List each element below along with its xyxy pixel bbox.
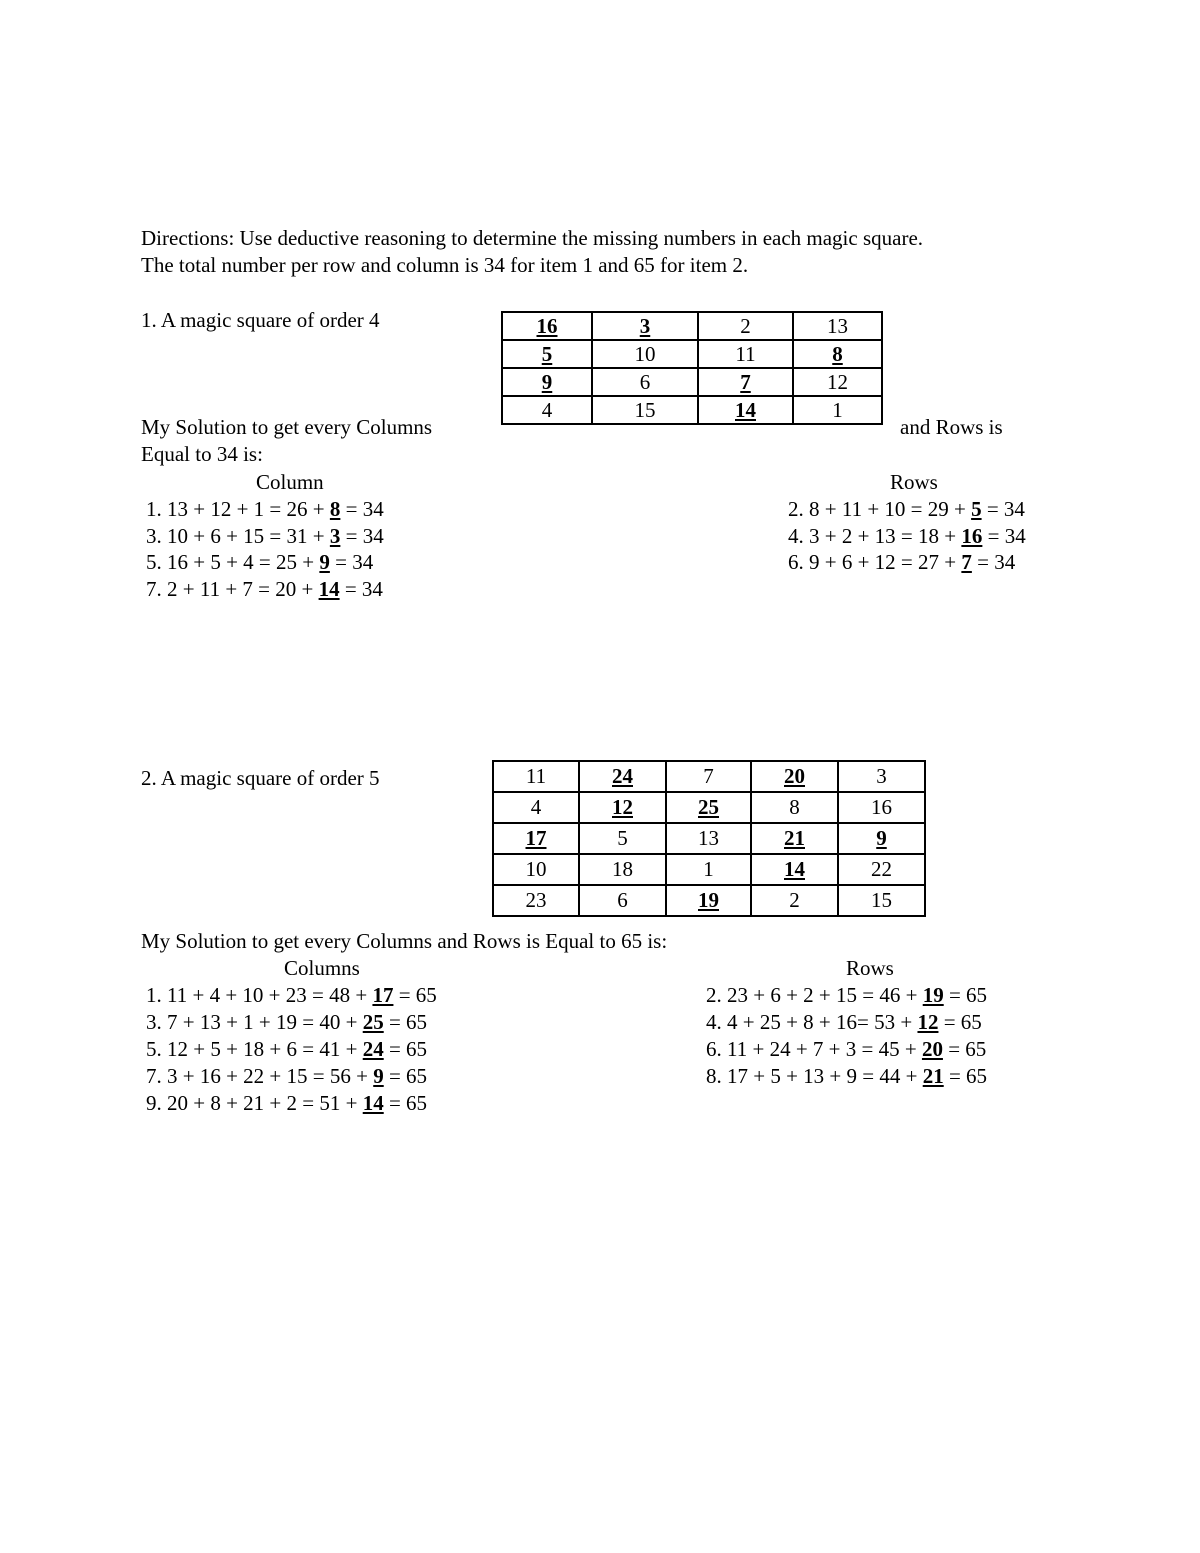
- equation-text: 5. 12 + 5 + 18 + 6 = 41 +: [146, 1037, 363, 1061]
- grid-row: [502, 340, 882, 368]
- grid-cell: 15: [838, 885, 925, 916]
- grid-cell-answer: 20: [751, 761, 838, 792]
- equation-line: [706, 1066, 987, 1087]
- equation-text: 4. 4 + 25 + 8 + 16= 53 +: [706, 1010, 918, 1034]
- grid-cell-answer: 8: [793, 340, 882, 368]
- equation-total: = 34: [971, 550, 1016, 575]
- item1-solution-intro-line2: Equal to 34 is:: [141, 442, 263, 466]
- equation-text: 8. 17 + 5 + 13 + 9 = 44 +: [706, 1064, 923, 1088]
- grid-cell: 6: [579, 885, 666, 916]
- grid-cell: 2: [751, 885, 838, 916]
- grid-cell: 15: [592, 396, 698, 424]
- equation-text: 2. 8 + 11 + 10 = 29 +: [788, 497, 972, 521]
- equation-answer: 24: [362, 1037, 384, 1061]
- item2-title: 2. A magic square of order 5: [141, 766, 380, 790]
- equation-line: [146, 499, 384, 520]
- grid-cell: 7: [666, 761, 751, 792]
- grid-cell-answer: 24: [579, 761, 666, 792]
- equation-total: = 65: [383, 1010, 428, 1034]
- grid-cell: 13: [793, 312, 882, 340]
- item2-solution-intro: My Solution to get every Columns and Rows is Equal to 65 is:: [141, 929, 668, 953]
- item2-column-header: Columns: [284, 956, 360, 980]
- grid-cell: 18: [579, 854, 666, 885]
- equation-text: 6. 9 + 6 + 12 = 27 +: [788, 550, 962, 575]
- grid-cell: 3: [838, 761, 925, 792]
- equation-line: [146, 552, 373, 573]
- equation-answer: 25: [362, 1010, 384, 1034]
- magic-square-order-5: [492, 760, 926, 917]
- equation-line: [788, 552, 1015, 573]
- grid-cell-answer: 5: [502, 340, 592, 368]
- equation-total: = 34: [339, 577, 383, 602]
- equation-text: 1. 11 + 4 + 10 + 23 = 48 +: [146, 983, 373, 1007]
- equation-total: = 65: [383, 1091, 428, 1115]
- equation-answer: 19: [922, 983, 944, 1007]
- grid-row: [502, 312, 882, 340]
- equation-answer: 14: [362, 1091, 384, 1115]
- grid-cell: 13: [666, 823, 751, 854]
- equation-line: [706, 1012, 982, 1033]
- equation-line: [706, 1039, 986, 1060]
- grid-cell: 22: [838, 854, 925, 885]
- grid-cell: 12: [793, 368, 882, 396]
- equation-text: 2. 23 + 6 + 2 + 15 = 46 +: [706, 983, 923, 1007]
- equation-text: 7. 2 + 11 + 7 = 20 +: [146, 577, 319, 602]
- equation-total: = 65: [383, 1037, 428, 1061]
- grid-cell-answer: 17: [493, 823, 579, 854]
- grid-cell-answer: 9: [502, 368, 592, 396]
- equation-line: [146, 1039, 427, 1060]
- grid-cell-answer: 21: [751, 823, 838, 854]
- equation-answer: 7: [961, 550, 972, 575]
- grid-cell: 1: [666, 854, 751, 885]
- grid-cell: 4: [493, 792, 579, 823]
- equation-line: [146, 1066, 427, 1087]
- grid-cell: 23: [493, 885, 579, 916]
- grid-cell: 6: [592, 368, 698, 396]
- equation-line: [146, 1012, 427, 1033]
- magic-square-order-4: [501, 311, 883, 425]
- equation-answer: 9: [319, 550, 330, 575]
- equation-answer: 17: [372, 983, 394, 1007]
- equation-text: 7. 3 + 16 + 22 + 15 = 56 +: [146, 1064, 374, 1088]
- item1-title: 1. A magic square of order 4: [141, 308, 380, 332]
- equation-total: = 34: [982, 523, 1026, 548]
- grid-cell: 10: [493, 854, 579, 885]
- equation-text: 6. 11 + 24 + 7 + 3 = 45 +: [706, 1037, 922, 1061]
- grid-row: [493, 885, 925, 916]
- item2-rows-header: Rows: [846, 956, 894, 980]
- equation-text: 4. 3 + 2 + 13 = 18 +: [788, 523, 962, 548]
- equation-total: = 65: [943, 983, 988, 1007]
- grid-cell-answer: 14: [751, 854, 838, 885]
- grid-row: [493, 761, 925, 792]
- equation-text: 1. 13 + 12 + 1 = 26 +: [146, 497, 330, 521]
- equation-answer: 14: [318, 577, 340, 602]
- directions-line-1: Directions: Use deductive reasoning to determine the missing numbers in each magic square.: [141, 226, 924, 250]
- grid-cell: 11: [698, 340, 793, 368]
- directions-line-2: The total number per row and column is 34 for item 1 and 65 for item 2.: [141, 253, 749, 277]
- equation-line: [788, 499, 1025, 520]
- equation-answer: 12: [917, 1010, 939, 1034]
- equation-total: = 65: [942, 1037, 987, 1061]
- grid-cell-answer: 19: [666, 885, 751, 916]
- equation-text: 9. 20 + 8 + 21 + 2 = 51 +: [146, 1091, 363, 1115]
- equation-total: = 65: [383, 1064, 428, 1088]
- grid-row: [502, 396, 882, 424]
- equation-total: = 34: [340, 497, 384, 521]
- grid-cell: 16: [838, 792, 925, 823]
- grid-cell-answer: 9: [838, 823, 925, 854]
- equation-answer: 8: [329, 497, 341, 521]
- grid-row: [502, 368, 882, 396]
- equation-line: [146, 1093, 427, 1114]
- equation-total: = 34: [981, 497, 1025, 521]
- equation-line: [146, 523, 384, 548]
- equation-line: [706, 985, 987, 1006]
- equation-line: [788, 523, 1026, 548]
- grid-row: [493, 792, 925, 823]
- equation-total: = 34: [340, 523, 384, 548]
- equation-total: = 65: [393, 983, 437, 1007]
- equation-text: 3. 10 + 6 + 15 = 31 +: [146, 523, 330, 548]
- grid-cell: 11: [493, 761, 579, 792]
- equation-text: 5. 16 + 5 + 4 = 25 +: [146, 550, 320, 575]
- grid-cell-answer: 7: [698, 368, 793, 396]
- grid-cell: 1: [793, 396, 882, 424]
- grid-row: [493, 823, 925, 854]
- grid-cell-answer: 12: [579, 792, 666, 823]
- grid-cell: 10: [592, 340, 698, 368]
- grid-cell-answer: 14: [698, 396, 793, 424]
- grid-cell: 8: [751, 792, 838, 823]
- equation-answer: 21: [922, 1064, 944, 1088]
- equation-answer: 3: [329, 523, 341, 548]
- equation-total: = 65: [938, 1010, 982, 1034]
- equation-text: 3. 7 + 13 + 1 + 19 = 40 +: [146, 1010, 363, 1034]
- equation-line: [146, 579, 383, 600]
- equation-line: [146, 985, 437, 1006]
- item1-column-header: Column: [256, 470, 324, 494]
- equation-total: = 65: [943, 1064, 988, 1088]
- item1-rows-header: Rows: [890, 470, 938, 494]
- item1-solution-intro-end: and Rows is: [900, 415, 1003, 439]
- grid-cell-answer: 16: [502, 312, 592, 340]
- grid-row: [493, 854, 925, 885]
- equation-answer: 16: [961, 523, 983, 548]
- equation-answer: 20: [921, 1037, 943, 1061]
- grid-cell: 4: [502, 396, 592, 424]
- equation-answer: 9: [373, 1064, 384, 1088]
- grid-cell: 2: [698, 312, 793, 340]
- equation-answer: 5: [971, 497, 982, 521]
- grid-cell: 5: [579, 823, 666, 854]
- grid-cell-answer: 25: [666, 792, 751, 823]
- grid-cell-answer: 3: [592, 312, 698, 340]
- item1-solution-intro: My Solution to get every Columns: [141, 415, 433, 439]
- equation-total: = 34: [329, 550, 374, 575]
